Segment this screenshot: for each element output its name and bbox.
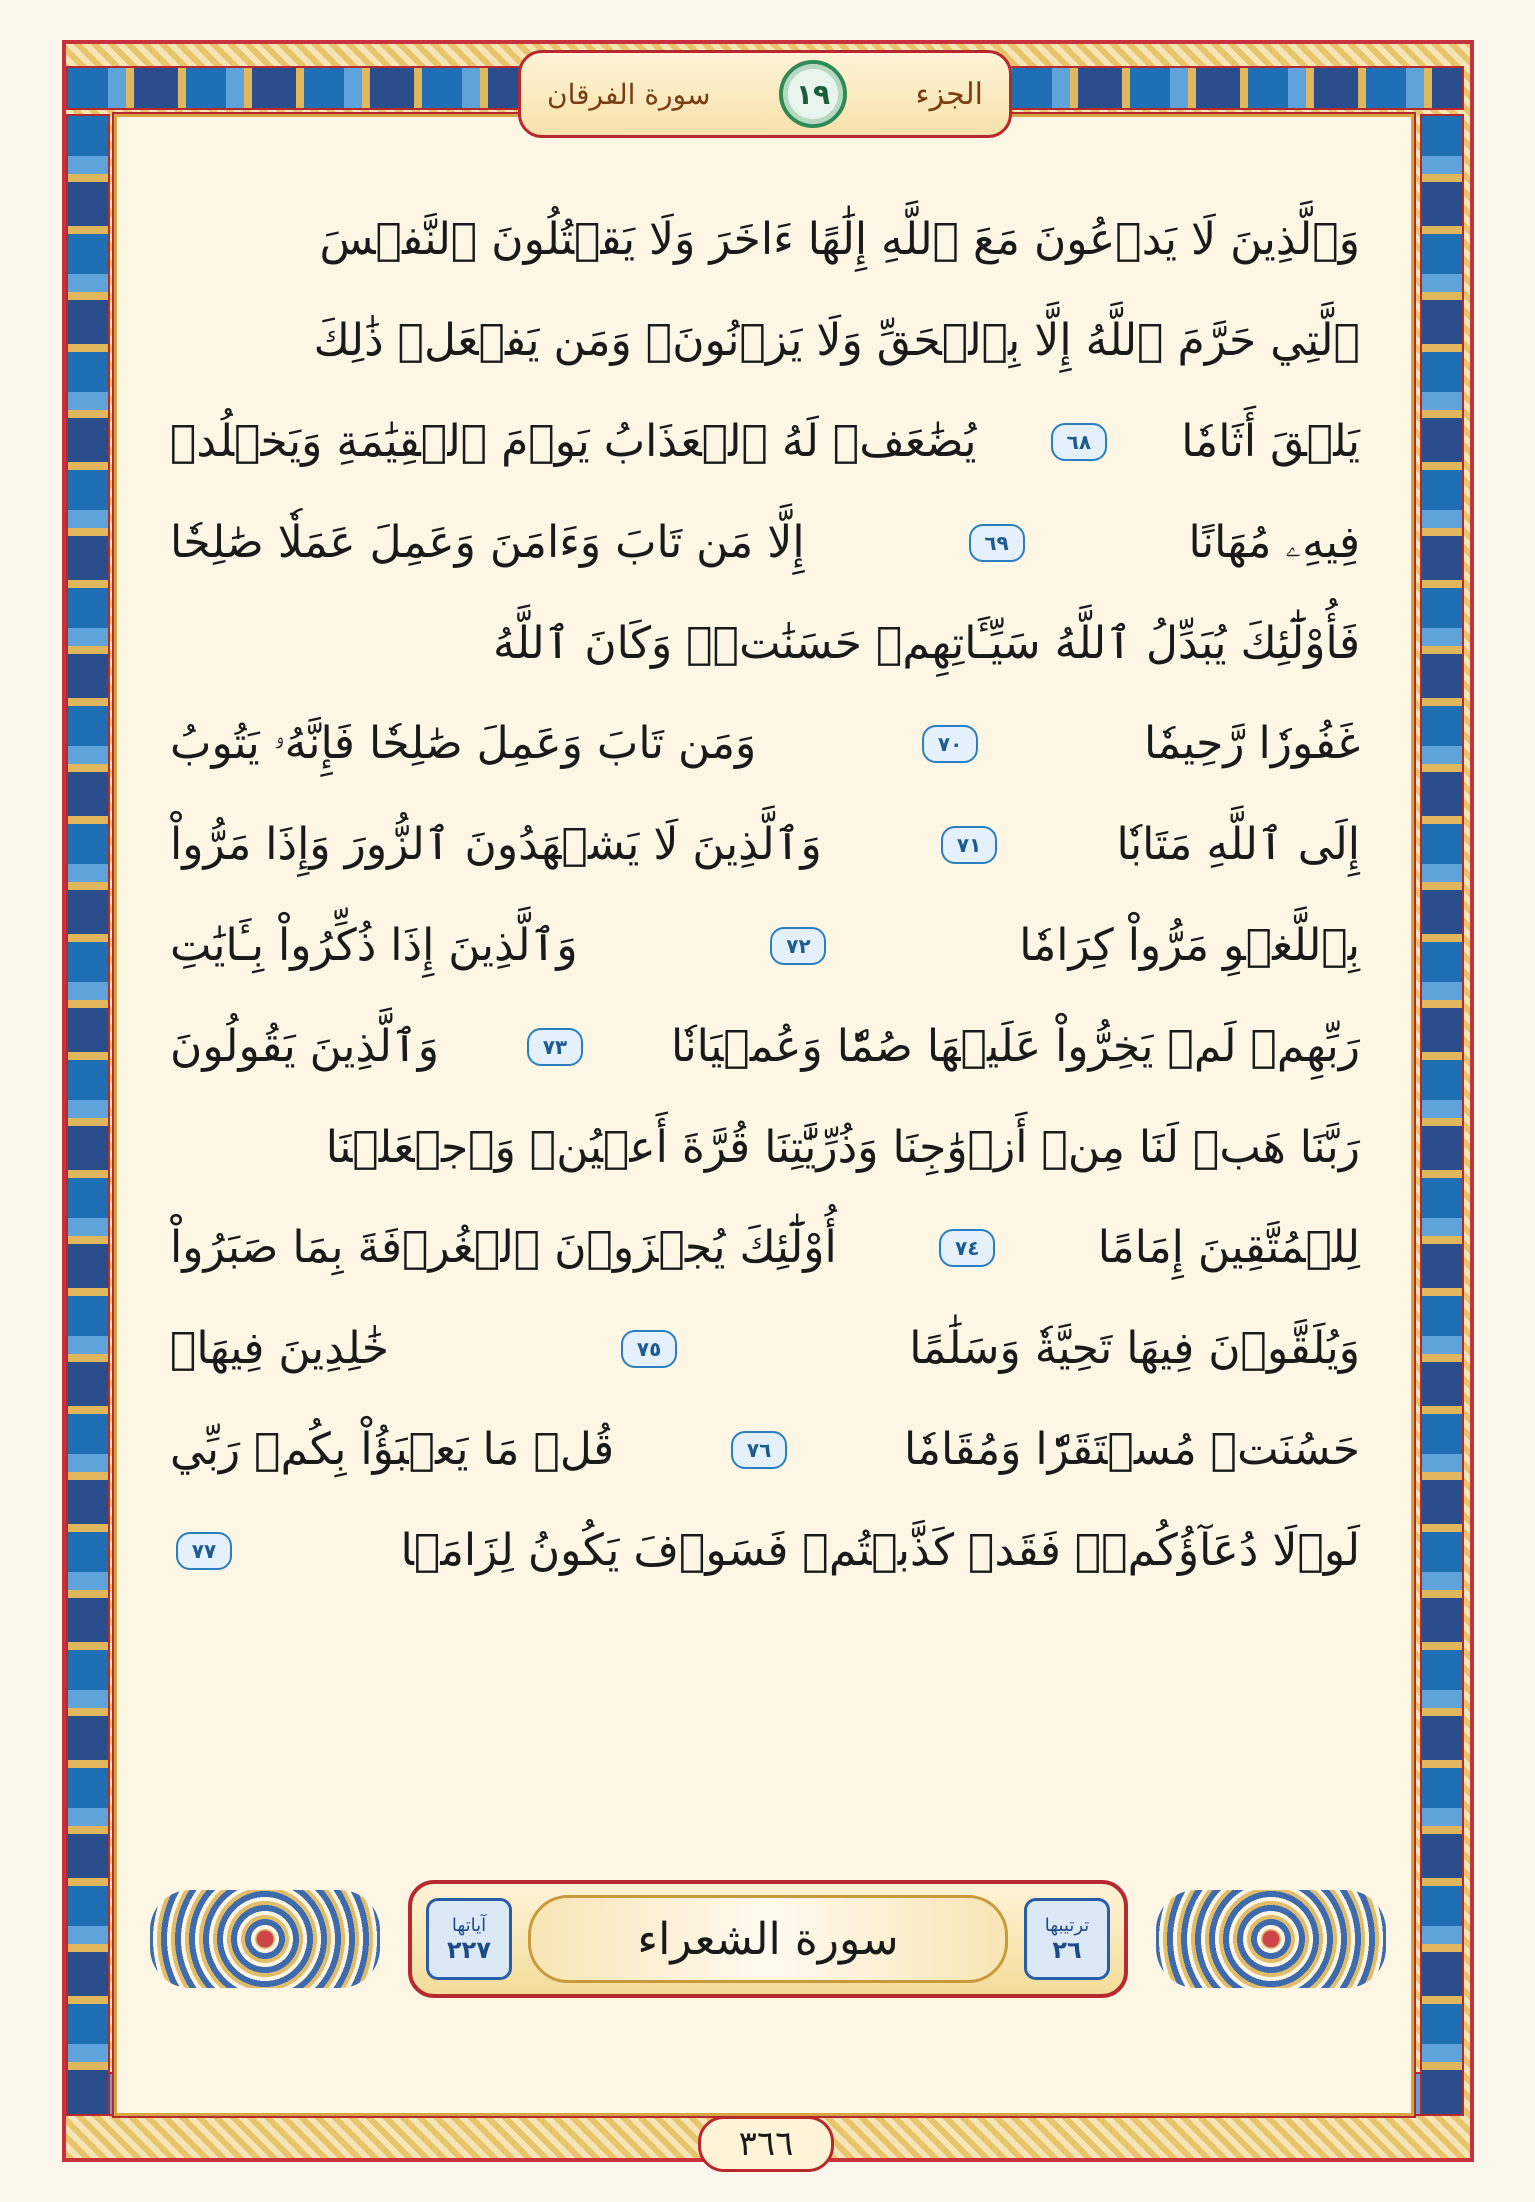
page-number: ٣٦٦ — [698, 2116, 834, 2172]
verse-text: فَأُوْلَٰٓئِكَ يُبَدِّلُ ٱللَّهُ سَيِّـَٔاتِهِمۡ حَسَنَٰتٖۗ وَكَانَ ٱللَّهُ — [493, 617, 1360, 669]
verse-line — [170, 795, 1360, 896]
surah-order-value: ٢٦ — [1052, 1935, 1082, 1964]
verse-text: يُضَٰعَفۡ لَهُ ٱلۡعَذَابُ يَوۡمَ ٱلۡقِيَٰمَةِ وَيَخۡلُدۡ — [170, 415, 977, 467]
verse-text: بِٱللَّغۡوِ مَرُّواْ كِرَامٗا — [1019, 919, 1360, 971]
surah-order-label: ترتيبها — [1044, 1914, 1090, 1936]
verse-line — [170, 694, 1360, 795]
ayah-number-marker: ٧١ — [941, 826, 997, 864]
juz-number-badge: ١٩ — [779, 60, 847, 128]
verse-text: إِلَى ٱللَّهِ مَتَابٗا — [1116, 819, 1360, 871]
quran-text — [170, 190, 1360, 1601]
verse-text: رَبِّهِمۡ لَمۡ يَخِرُّواْ عَلَيۡهَا صُمّٗا وَعُمۡيَانٗا — [671, 1020, 1360, 1072]
surah-banner-plate — [408, 1880, 1128, 1998]
verse-line — [170, 392, 1360, 493]
verse-text: خَٰلِدِينَ فِيهَاۚ — [170, 1323, 390, 1375]
ayah-number-marker: ٧٦ — [731, 1431, 787, 1469]
verse-line — [170, 896, 1360, 997]
verse-text: فِيهِۦ مُهَانًا — [1188, 516, 1360, 568]
ayah-number-marker: ٦٨ — [1051, 423, 1107, 461]
surah-name: سورة الفرقان — [547, 77, 711, 111]
verse-text: وَٱلَّذِينَ لَا يَشۡهَدُونَ ٱلزُّورَ وَإِذَا مَرُّواْ — [170, 819, 822, 871]
ayah-number-marker: ٧٠ — [922, 725, 978, 763]
verse-text: وَمَن تَابَ وَعَمِلَ صَٰلِحٗا فَإِنَّهُۥ يَتُوبُ — [170, 718, 757, 770]
surah-title: سورة الشعراء — [528, 1895, 1008, 1983]
ayah-number-marker: ٦٩ — [969, 524, 1025, 562]
verse-text: إِلَّا مَن تَابَ وَءَامَنَ وَعَمِلَ عَمَلٗا صَٰلِحٗا — [170, 516, 805, 568]
verse-text: لِلۡمُتَّقِينَ إِمَامًا — [1097, 1222, 1360, 1274]
banner-ornament-left — [150, 1890, 380, 1988]
verse-line — [170, 190, 1360, 291]
page-header — [518, 50, 1012, 138]
verse-text: حَسُنَتۡ مُسۡتَقَرّٗا وَمُقَامٗا — [903, 1423, 1360, 1475]
verse-text: ٱلَّتِي حَرَّمَ ٱللَّهُ إِلَّا بِٱلۡحَقِّ وَلَا يَزۡنُونَۚ وَمَن يَفۡعَلۡ ذَٰلِكَ — [313, 315, 1360, 367]
frame-right-ornament — [1420, 114, 1464, 2116]
surah-banner — [150, 1880, 1386, 1998]
verse-line — [170, 1198, 1360, 1299]
surah-ayat-label: آياتها — [451, 1914, 487, 1936]
verse-line — [170, 1400, 1360, 1501]
verse-text: لَوۡلَا دُعَآؤُكُمۡۖ فَقَدۡ كَذَّبۡتُمۡ فَسَوۡفَ يَكُونُ لِزَامَۢا — [400, 1524, 1360, 1576]
surah-order-box — [1024, 1898, 1110, 1980]
ayah-number-marker: ٧٤ — [939, 1229, 995, 1267]
ayah-number-marker: ٧٣ — [527, 1028, 583, 1066]
verse-line — [170, 1299, 1360, 1400]
verse-line — [170, 1500, 1360, 1601]
verse-line — [170, 593, 1360, 694]
verse-text: قُلۡ مَا يَعۡبَؤُاْ بِكُمۡ رَبِّي — [170, 1423, 615, 1475]
ayah-number-marker: ٧٧ — [176, 1532, 232, 1570]
verse-text: وَٱلَّذِينَ إِذَا ذُكِّرُواْ بِـَٔايَٰتِ — [170, 919, 578, 971]
banner-ornament-right — [1156, 1890, 1386, 1988]
verse-text: غَفُورٗا رَّحِيمٗا — [1143, 718, 1360, 770]
verse-text: رَبَّنَا هَبۡ لَنَا مِنۡ أَزۡوَٰجِنَا وَذُرِّيَّٰتِنَا قُرَّةَ أَعۡيُنٖ وَٱجۡعَلۡنَا — [325, 1121, 1360, 1173]
juz-label: الجزء — [915, 76, 983, 112]
verse-line — [170, 1097, 1360, 1198]
verse-line — [170, 996, 1360, 1097]
frame-left-ornament — [66, 114, 110, 2116]
verse-text: وَٱلَّذِينَ يَقُولُونَ — [170, 1020, 439, 1072]
verse-line — [170, 492, 1360, 593]
verse-line — [170, 291, 1360, 392]
ayah-number-marker: ٧٢ — [770, 927, 826, 965]
surah-ayat-value: ٢٢٧ — [447, 1935, 491, 1964]
surah-ayat-box — [426, 1898, 512, 1980]
ayah-number-marker: ٧٥ — [621, 1330, 677, 1368]
verse-text: يَلۡقَ أَثَامٗا — [1181, 415, 1360, 467]
verse-text: وَٱلَّذِينَ لَا يَدۡعُونَ مَعَ ٱللَّهِ إِلَٰهًا ءَاخَرَ وَلَا يَقۡتُلُونَ ٱلنَّفۡسَ — [319, 214, 1360, 266]
verse-text: أُوْلَٰٓئِكَ يُجۡزَوۡنَ ٱلۡغُرۡفَةَ بِمَا صَبَرُواْ — [170, 1222, 837, 1274]
verse-text: وَيُلَقَّوۡنَ فِيهَا تَحِيَّةٗ وَسَلَٰمًا — [909, 1323, 1360, 1375]
